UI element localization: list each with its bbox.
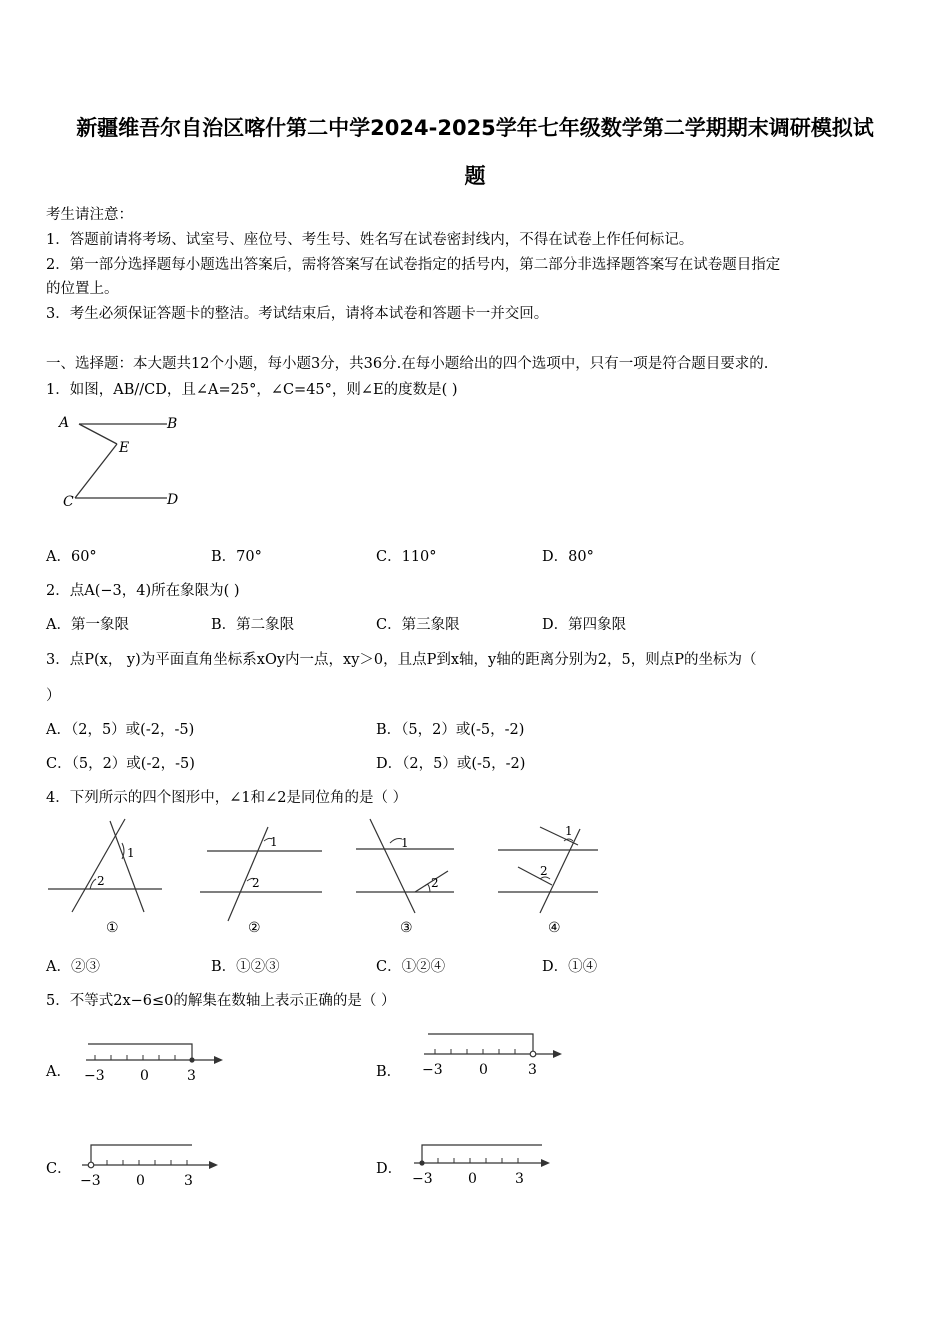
tick-label: −3 [412,1171,433,1186]
notice-item: 1．答题前请将考场、试室号、座位号、考生号、姓名写在试卷密封线内，不得在试卷上作任何标记。 [46,232,694,248]
q5-number-line-a [78,1038,228,1086]
q2-option-a[interactable]: A．第一象限 [46,617,129,633]
notice-heading: 考生请注意： [46,207,133,223]
q4-fig2-angle1: 1 [270,835,278,849]
q5-number-line-b [418,1030,568,1080]
q4-fig4-angle1: 1 [565,824,573,838]
q4-figures [40,815,610,940]
q4-fig4-angle2: 2 [540,864,548,878]
q4-fig2-label: ② [248,920,261,936]
q4-option-b[interactable]: B．①②③ [211,959,280,975]
q4-option-c[interactable]: C．①②④ [376,959,446,975]
label-c: C [63,494,74,510]
q2-option-d[interactable]: D．第四象限 [542,617,627,633]
q5-option-a[interactable]: A． [46,1064,71,1080]
tick-label: 0 [468,1171,477,1186]
q4-fig1-angle1: 1 [127,846,135,860]
tick-label: 3 [184,1173,193,1188]
question-3-stem: 3．点P(x， y)为平面直角坐标系xOy内一点，xy＞0，且点P到x轴，y轴的距离分别为2，5，则点P的坐标为（ [46,652,757,668]
q4-fig3-angle1: 1 [401,836,409,850]
q4-fig3-label: ③ [400,920,413,936]
q4-fig3-angle2: 2 [431,876,439,890]
label-b: B [167,416,178,432]
label-a: A [59,415,70,431]
tick-label: −3 [80,1173,101,1188]
label-d: D [167,492,179,508]
q5-option-b[interactable]: B． [376,1064,402,1080]
q4-figure-3 [356,819,454,936]
tick-label: 0 [136,1173,145,1188]
section-heading: 一、选择题：本大题共12个小题，每小题3分，共36分.在每小题给出的四个选项中，只有一项是符合题目要求的. [46,356,769,372]
q1-option-d[interactable]: D．80° [542,549,594,565]
exam-title: 新疆维吾尔自治区喀什第二中学2024-2025学年七年级数学第二学期期末调研模拟试 [76,116,874,140]
q4-option-d[interactable]: D．①④ [542,959,598,975]
notice-item: 2．第一部分选择题每小题选出答案后，需将答案写在试卷指定的括号内，第二部分非选择题答案写在试卷题目指定 [46,257,781,273]
q2-option-c[interactable]: C．第三象限 [376,617,460,633]
q1-figure [55,408,190,513]
q1-option-a[interactable]: A．60° [46,549,97,565]
tick-label: 3 [187,1068,196,1084]
q1-option-b[interactable]: B．70° [211,549,262,565]
question-1-stem: 1．如图，AB//CD，且∠A=25°，∠C=45°，则∠E的度数是( ) [46,382,458,398]
q5-option-d[interactable]: D． [376,1161,403,1177]
q4-fig1-angle2: 2 [97,874,105,888]
q3-option-c[interactable]: C．（5，2）或(-2，-5) [46,756,195,772]
exam-title-cont: 题 [464,164,486,188]
label-e: E [119,440,130,456]
question-5-stem: 5．不等式2x−6≤0的解集在数轴上表示正确的是（ ） [46,993,396,1009]
q4-figure-1 [48,819,162,936]
tick-label: 0 [479,1062,488,1078]
notice-item: 3．考生必须保证答题卡的整洁。考试结束后，请将本试卷和答题卡一并交回。 [46,306,549,322]
q4-option-a[interactable]: A．②③ [46,959,100,975]
tick-label: −3 [422,1062,443,1078]
q2-option-b[interactable]: B．第二象限 [211,617,295,633]
notice-item: 的位置上。 [46,281,119,297]
question-3-stem-cont: ） [46,688,61,704]
q1-option-c[interactable]: C．110° [376,549,437,565]
q5-number-line-d [408,1136,558,1186]
tick-label: 0 [140,1068,149,1084]
question-4-stem: 4．下列所示的四个图形中，∠1和∠2是同位角的是（ ） [46,790,408,806]
q4-fig2-angle2: 2 [252,876,260,890]
question-2-stem: 2．点A(−3，4)所在象限为( ) [46,583,240,599]
q5-number-line-c [76,1138,226,1188]
q5-option-c[interactable]: C． [46,1161,72,1177]
tick-label: 3 [528,1062,537,1078]
q3-option-a[interactable]: A．（2，5）或(-2，-5) [46,722,195,738]
tick-label: −3 [84,1068,105,1084]
q4-fig4-label: ④ [548,920,561,936]
q4-fig1-label: ① [106,920,119,936]
q4-figure-2 [200,827,322,936]
tick-label: 3 [515,1171,524,1186]
q4-figure-4 [498,824,598,936]
q3-option-b[interactable]: B．（5，2）或(-5，-2) [376,722,525,738]
q3-option-d[interactable]: D．（2，5）或(-5，-2) [376,756,526,772]
